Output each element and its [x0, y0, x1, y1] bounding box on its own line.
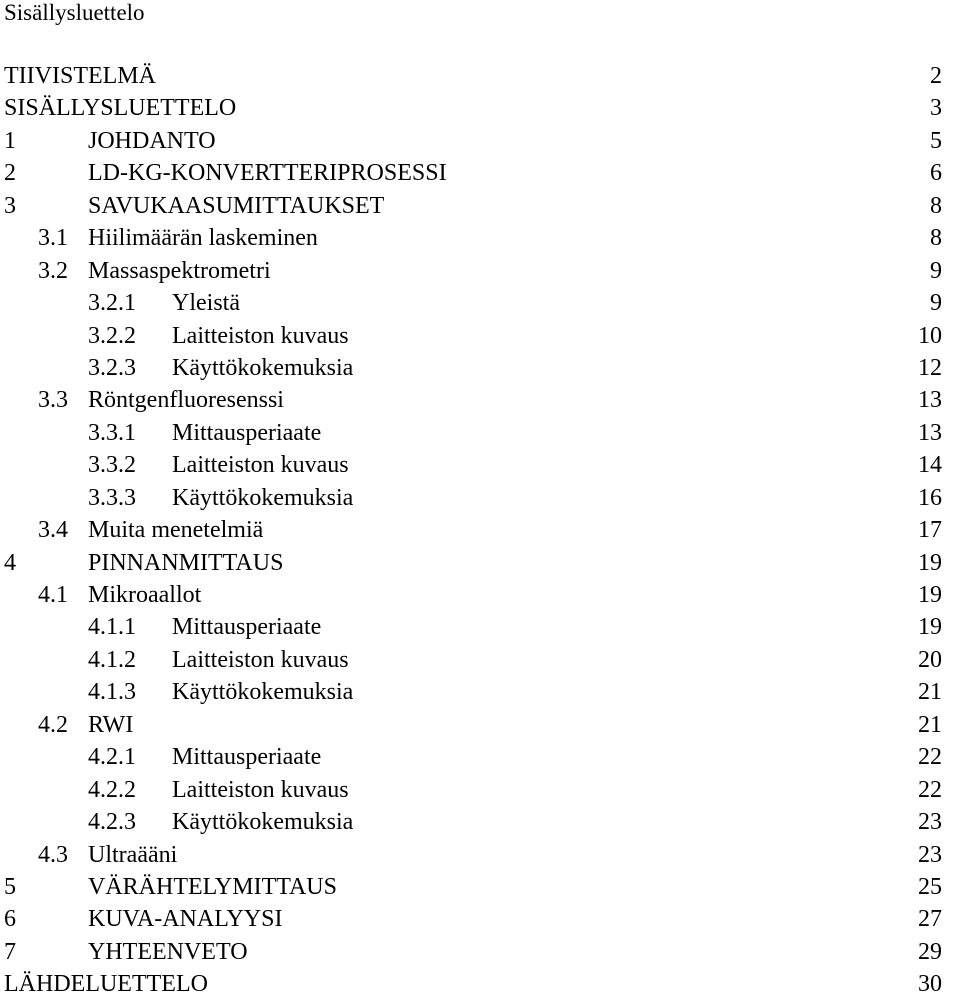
toc-entry-title: Mittausperiaate [172, 614, 322, 641]
toc-entry-title: Röntgenfluoresenssi [88, 387, 284, 414]
toc-entry[interactable] [0, 482, 960, 514]
toc-entry-page-number: 19 [918, 614, 942, 641]
toc-entry-page-number: 14 [918, 452, 942, 479]
toc-entry-page-number: 20 [918, 646, 942, 673]
toc-entry-page-number: 12 [918, 354, 942, 381]
toc-entry[interactable] [0, 774, 960, 806]
toc-entry-title: Mittausperiaate [172, 744, 322, 771]
toc-entry[interactable] [0, 741, 960, 773]
toc-entry[interactable] [0, 871, 960, 903]
toc-entry-title: RWI [88, 711, 134, 738]
toc-entry-page-number: 8 [930, 192, 942, 219]
toc-entry[interactable] [0, 92, 960, 124]
toc-entry[interactable] [0, 676, 960, 708]
toc-entry-number: 3.3.1 [88, 419, 136, 446]
toc-entry-page-number: 17 [918, 517, 942, 544]
toc-entry-page-number: 16 [918, 484, 942, 511]
toc-entry-number: 4.1.2 [88, 646, 136, 673]
toc-entry[interactable] [0, 806, 960, 838]
toc-entry-page-number: 5 [930, 127, 942, 154]
toc-entry-number: 4 [4, 549, 16, 576]
toc-entry-page-number: 19 [918, 582, 942, 608]
toc-entry[interactable] [0, 611, 960, 643]
toc-entry-page-number: 9 [930, 257, 942, 284]
toc-entry-number: 5 [4, 873, 16, 900]
toc-entry[interactable] [0, 417, 960, 449]
toc-entry-page-number: 9 [930, 290, 942, 317]
toc-entry[interactable] [0, 60, 960, 92]
toc-entry[interactable] [0, 255, 960, 287]
toc-entry-title: Käyttökokemuksia [172, 679, 354, 706]
toc-entry[interactable] [0, 968, 960, 1000]
toc-entry-title: LÄHDELUETTELO [4, 971, 208, 998]
toc-entry-number: 3.1 [38, 225, 68, 252]
toc-entry-page-number: 25 [918, 873, 942, 900]
toc-entry[interactable] [0, 936, 960, 968]
toc-entry[interactable] [0, 190, 960, 222]
toc-entry-title: SISÄLLYSLUETTELO [4, 95, 237, 122]
toc-entry[interactable] [0, 320, 960, 352]
toc-entry-title: Yleistä [172, 290, 240, 317]
toc-entry-page-number: 27 [918, 906, 942, 933]
toc-entry-number: 3.2 [38, 257, 68, 284]
toc-entry-number: 4.1.1 [88, 614, 136, 641]
toc-entry-page-number: 23 [918, 841, 942, 868]
toc-entry-number: 4.1 [38, 582, 68, 608]
toc-entry-number: 3.3.3 [88, 484, 136, 511]
toc-entry-title: Laitteiston kuvaus [172, 322, 349, 349]
toc-entry-title: Laitteiston kuvaus [172, 646, 349, 673]
toc-entry-number: 3 [4, 192, 16, 219]
toc-entry-number: 4.2.2 [88, 776, 136, 803]
toc-entry[interactable] [0, 222, 960, 254]
toc-entry-title: Mikroaallot [88, 582, 202, 608]
toc-entry-page-number: 21 [918, 711, 942, 738]
toc-entry-title: Hiilimäärän laskeminen [88, 225, 318, 252]
toc-entry[interactable] [0, 644, 960, 676]
toc-entry-title: Massaspektrometri [88, 257, 271, 284]
toc-entry-number: 3.2.2 [88, 322, 136, 349]
toc-entry-title: LD-KG-KONVERTTERIPROSESSI [88, 160, 447, 187]
toc-entry-page-number: 21 [918, 679, 942, 706]
toc-entry-title: PINNANMITTAUS [88, 549, 284, 576]
toc-entry-page-number: 13 [918, 419, 942, 446]
toc-entry[interactable] [0, 287, 960, 319]
toc-entry-title: Muita menetelmiä [88, 517, 264, 544]
toc-entry[interactable] [0, 352, 960, 384]
toc-entry-title: Käyttökokemuksia [172, 809, 354, 836]
toc-entry-number: 4.3 [38, 841, 68, 868]
toc-entry[interactable] [0, 384, 960, 416]
toc-entry-title: KUVA-ANALYYSI [88, 906, 283, 933]
toc-entry-number: 2 [4, 160, 16, 187]
toc-entry[interactable] [0, 125, 960, 157]
toc-entry-title: Laitteiston kuvaus [172, 452, 349, 479]
toc-entry[interactable] [0, 709, 960, 741]
table-of-contents [0, 60, 960, 1001]
toc-entry-page-number: 8 [930, 225, 942, 252]
toc-entry-title: Laitteiston kuvaus [172, 776, 349, 803]
toc-entry-page-number: 19 [918, 549, 942, 576]
toc-entry-page-number: 30 [918, 971, 942, 998]
toc-entry-number: 4.2.1 [88, 744, 136, 771]
toc-entry-page-number: 10 [918, 322, 942, 349]
toc-entry-number: 3.3 [38, 387, 68, 414]
toc-entry-page-number: 22 [918, 776, 942, 803]
toc-entry-number: 3.4 [38, 517, 68, 544]
toc-entry-page-number: 23 [918, 809, 942, 836]
toc-entry-page-number: 3 [930, 95, 942, 122]
toc-entry[interactable] [0, 449, 960, 481]
toc-entry-page-number: 13 [918, 387, 942, 414]
toc-entry-number: 4.2 [38, 711, 68, 738]
toc-entry-title: VÄRÄHTELYMITTAUS [88, 873, 337, 900]
toc-entry-title: JOHDANTO [88, 127, 216, 154]
toc-entry-title: TIIVISTELMÄ [4, 63, 156, 89]
toc-entry-number: 6 [4, 906, 16, 933]
toc-entry[interactable] [0, 157, 960, 189]
toc-entry-number: 4.1.3 [88, 679, 136, 706]
toc-entry-number: 7 [4, 938, 16, 965]
toc-entry-number: 4.2.3 [88, 809, 136, 836]
toc-entry[interactable] [0, 579, 960, 611]
toc-entry-number: 1 [4, 127, 16, 154]
toc-entry-number: 3.2.1 [88, 290, 136, 317]
toc-entry-title: Käyttökokemuksia [172, 354, 354, 381]
toc-entry-page-number: 29 [918, 938, 942, 965]
toc-entry-page-number: 6 [930, 160, 942, 187]
page-header: Sisällysluettelo [4, 0, 145, 25]
toc-entry-title: Käyttökokemuksia [172, 484, 354, 511]
toc-entry-page-number: 22 [918, 744, 942, 771]
toc-entry-number: 3.3.2 [88, 452, 136, 479]
toc-entry[interactable] [0, 514, 960, 546]
toc-entry-title: Ultraääni [88, 841, 178, 868]
toc-entry-title: Mittausperiaate [172, 419, 322, 446]
toc-entry-page-number: 2 [930, 63, 942, 89]
toc-entry[interactable] [0, 903, 960, 935]
toc-entry-title: SAVUKAASUMITTAUKSET [88, 192, 385, 219]
toc-entry[interactable] [0, 839, 960, 871]
toc-entry-number: 3.2.3 [88, 354, 136, 381]
toc-entry-title: YHTEENVETO [88, 938, 248, 965]
toc-entry[interactable] [0, 547, 960, 579]
